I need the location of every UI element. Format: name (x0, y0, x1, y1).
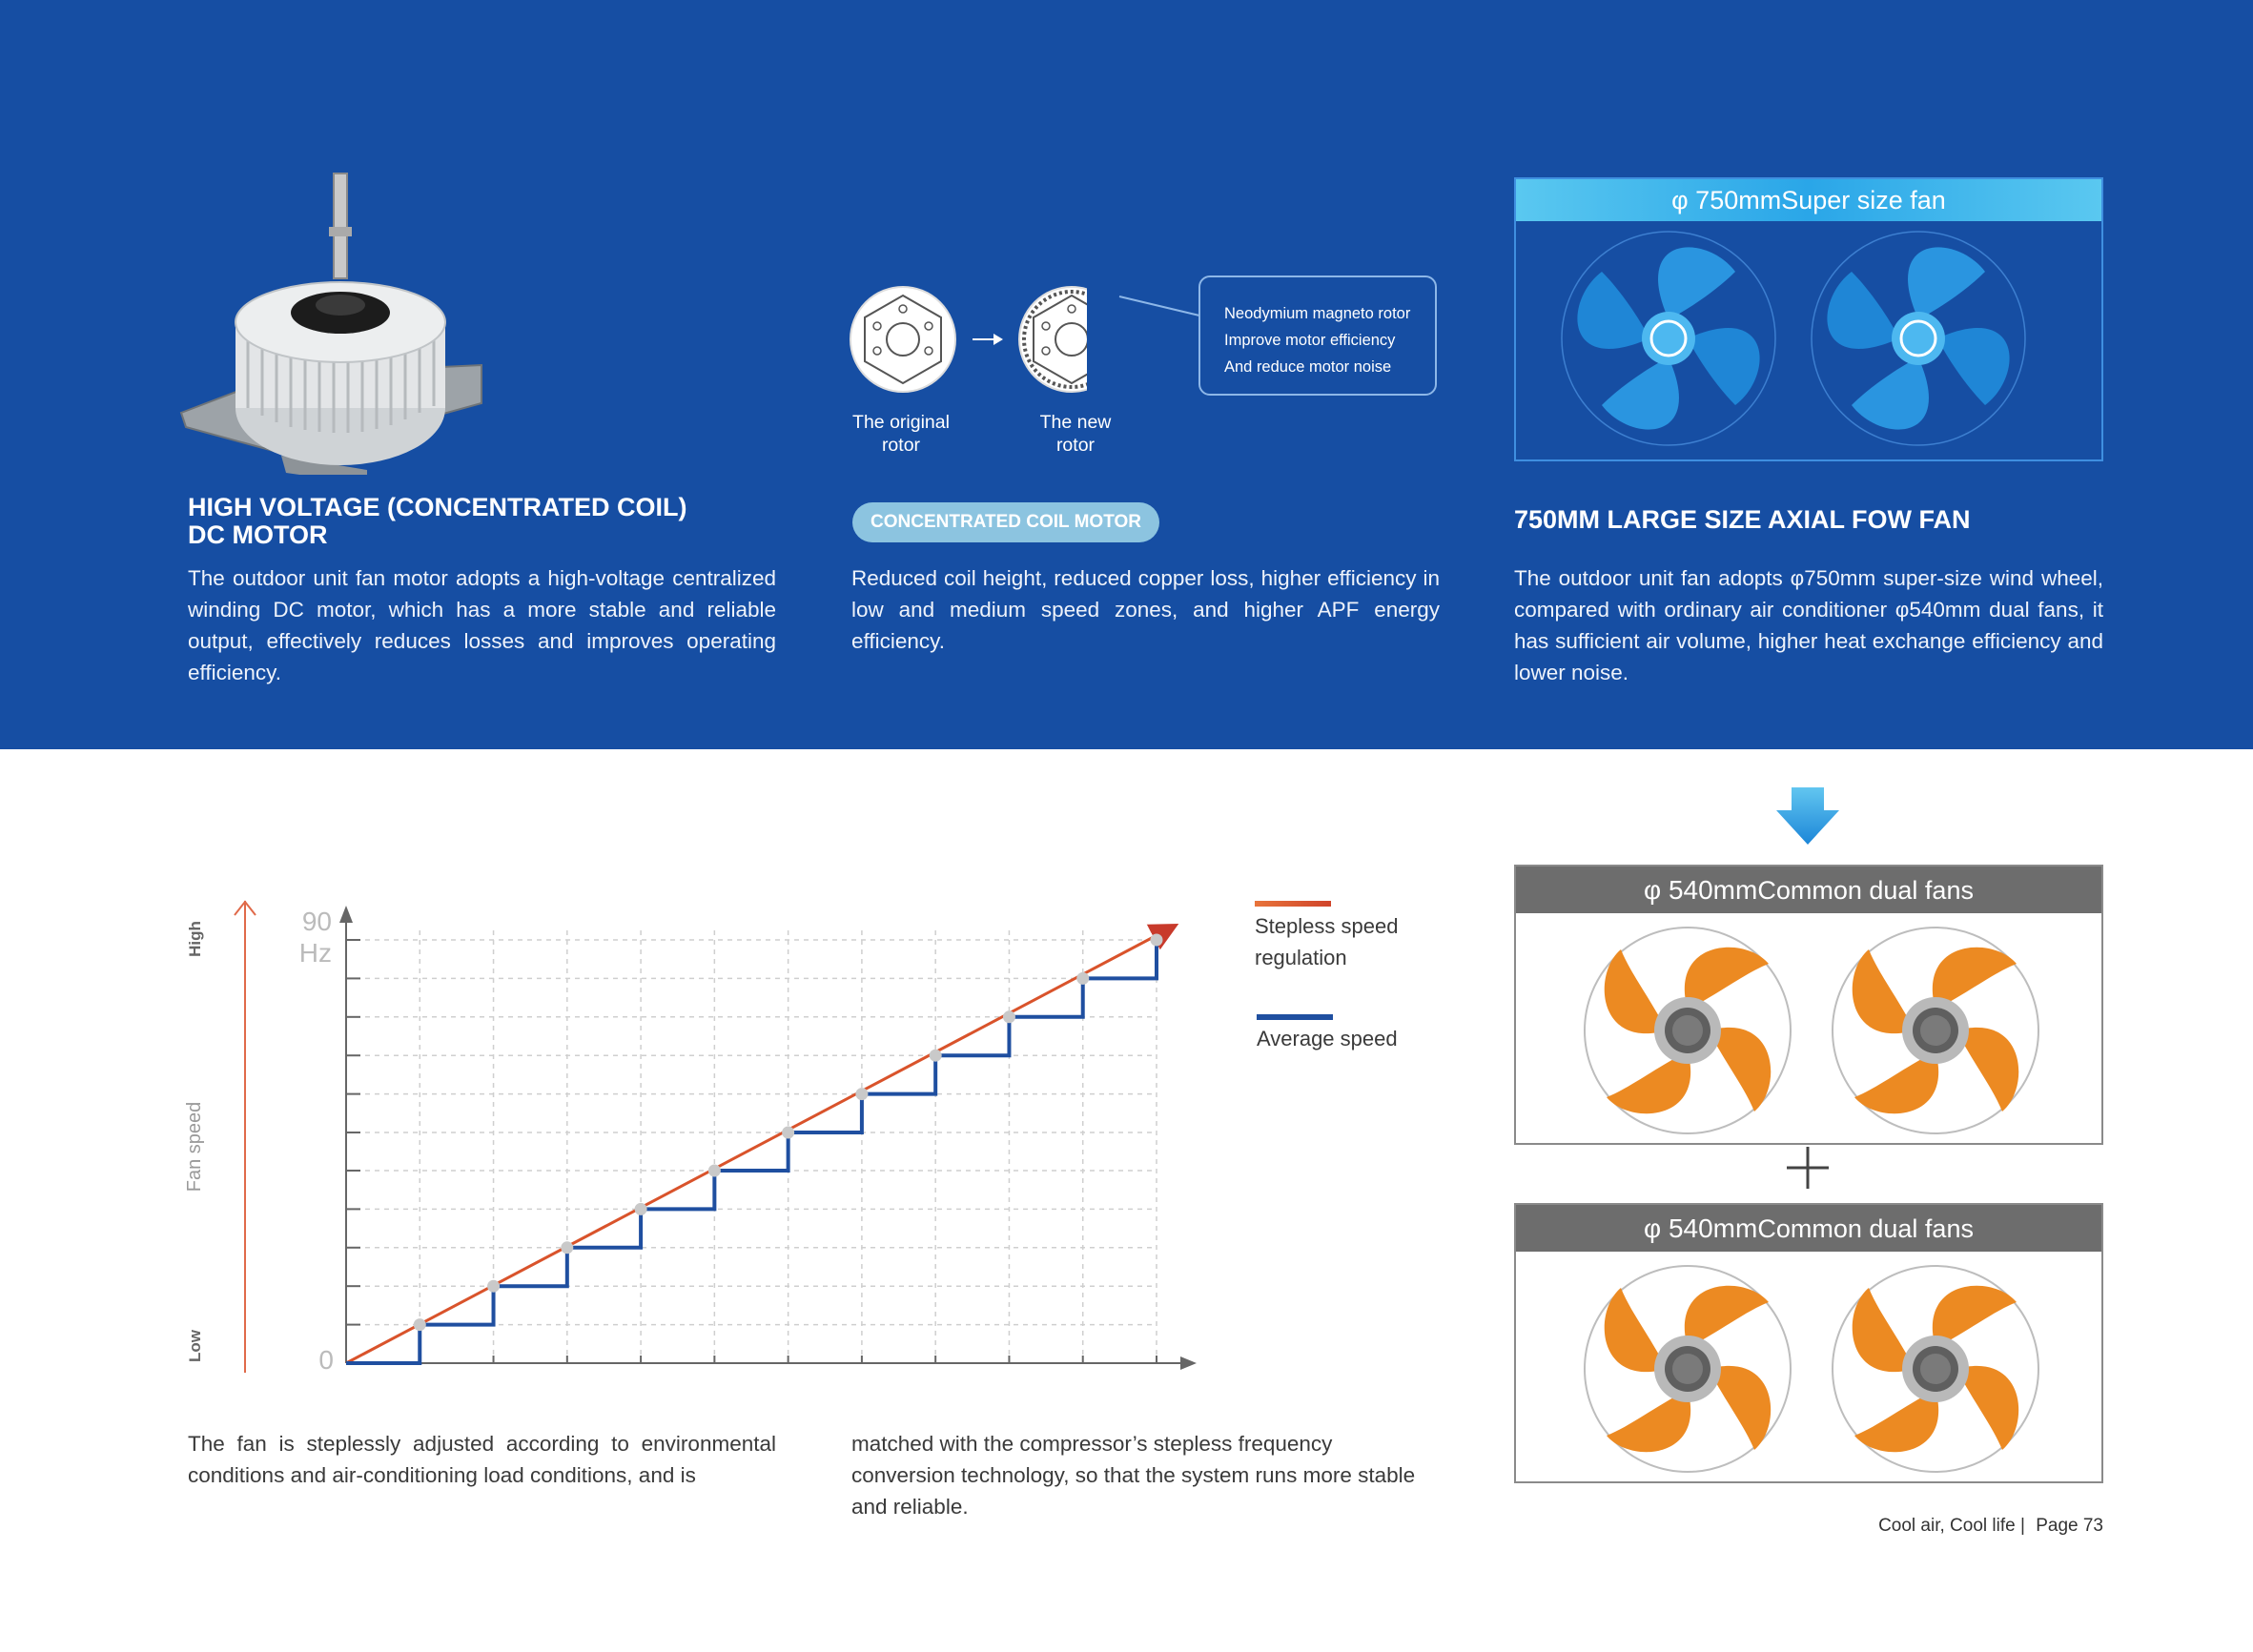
motor-description: The outdoor unit fan motor adopts a high-voltage centralized winding DC motor, which has a more stable and reliable output, effectively reduces losses and improves operating efficiency. (188, 566, 776, 684)
super-fan-header (1516, 179, 2101, 221)
callout-line2: Improve motor efficiency (1224, 332, 1396, 349)
orange-fans-image-1 (1578, 921, 2045, 1140)
super-fan-panel (1514, 177, 2103, 461)
common-fan-size-1: φ 540mm (1644, 875, 1758, 905)
side-high-label: High (186, 921, 204, 957)
super-fan-label: Super size fan (1781, 186, 1946, 214)
original-rotor-icon (850, 287, 955, 392)
rotor-new-line1: The new (1039, 412, 1112, 433)
page-footer (1716, 1516, 2103, 1537)
data-point (487, 1280, 500, 1293)
legend-stepless-label: Stepless speed regulation (1255, 914, 1399, 969)
data-point (708, 1164, 721, 1176)
chart-points (414, 934, 1163, 1332)
super-fan-size: φ 750mm (1671, 186, 1782, 214)
y-unit-label: Hz (298, 938, 332, 968)
new-rotor-icon (1019, 287, 1087, 392)
bottom-text-left: The fan is steplessly adjusted according to environmental conditions and air-conditioning load conditions, and is (188, 1432, 776, 1487)
common-fan-panel-1 (1514, 865, 2103, 1145)
legend-swatch-average (1257, 1014, 1333, 1020)
common-fan-label-2: Common dual fans (1757, 1214, 1974, 1243)
common-fan-header-2 (1516, 1205, 2101, 1252)
rotor-original-line1: The original (852, 412, 950, 433)
callout-line3: And reduce motor noise (1224, 358, 1392, 376)
side-low-label: Low (186, 1330, 204, 1362)
plus-icon (1785, 1145, 1831, 1191)
data-point (635, 1203, 647, 1215)
rotor-new-line2: rotor (1055, 435, 1096, 456)
callout-pointer (1116, 291, 1203, 319)
callout-box (1198, 275, 1437, 396)
concentrated-coil-badge: CONCENTRATED COIL MOTOR (852, 502, 1159, 542)
common-fan-label-1: Common dual fans (1757, 876, 1974, 905)
data-point (561, 1241, 573, 1254)
data-point (1003, 1010, 1015, 1023)
series-stepless-line (346, 930, 1166, 1363)
motor-title-line1: HIGH VOLTAGE (CONCENTRATED COIL) (188, 493, 687, 521)
data-point (1151, 934, 1163, 947)
dc-motor-image (176, 170, 491, 475)
coil-description: Reduced coil height, reduced copper loss, higher efficiency in low and medium speed zones, and higher APF energy efficiency. (851, 566, 1440, 653)
callout-line1: Neodymium magneto rotor (1224, 305, 1411, 322)
data-point (414, 1318, 426, 1331)
fan-speed-chart (172, 887, 1201, 1382)
axial-fan-title: 750MM LARGE SIZE AXIAL FOW FAN (1514, 505, 1971, 534)
bottom-text-right: matched with the compressor’s stepless frequency conversion technology, so that the system runs more stable and reliable. (851, 1432, 1416, 1519)
chart-series (346, 930, 1166, 1363)
common-fan-size-2: φ 540mm (1644, 1214, 1758, 1243)
y-top-label: 90 (301, 907, 332, 936)
down-arrow-icon (1774, 787, 1841, 846)
x-axis-arrow (1180, 1356, 1197, 1370)
y-zero-label: 0 (318, 1345, 334, 1375)
arrow-right-icon (973, 334, 1003, 345)
rotor-original-line2: rotor (881, 435, 921, 456)
data-point (855, 1088, 868, 1100)
footer-tagline: Cool air, Cool life | (1878, 1516, 2025, 1536)
footer-page-label: Page (2036, 1516, 2079, 1536)
data-point (930, 1050, 942, 1062)
rotor-comparison-diagram (849, 278, 1087, 398)
data-point (1076, 972, 1089, 985)
motor-title-line2: DC MOTOR (188, 520, 328, 549)
y-axis-arrow (339, 906, 353, 923)
orange-fans-image-2 (1578, 1259, 2045, 1479)
common-fan-header-1 (1516, 867, 2101, 913)
side-axis-label: Fan speed (184, 1101, 205, 1193)
blue-fans-image (1554, 229, 2069, 448)
common-fan-panel-2 (1514, 1203, 2103, 1483)
data-point (782, 1127, 794, 1139)
footer-page-number: 73 (2082, 1516, 2103, 1536)
axial-fan-description: The outdoor unit fan adopts φ750mm super-size wind wheel, compared with ordinary air conditioner φ540mm dual fans, it has sufficient air volume, higher heat exchange efficiency and lower noise. (1514, 566, 2103, 684)
legend-average-label: Average speed (1257, 1027, 1398, 1050)
legend-swatch-stepless (1255, 901, 1331, 907)
